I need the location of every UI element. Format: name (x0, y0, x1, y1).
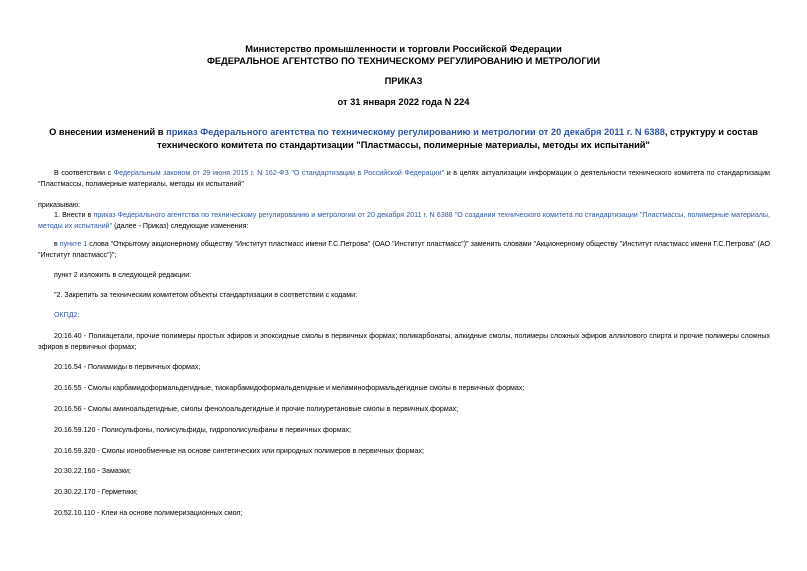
agency-name: ФЕДЕРАЛЬНОЕ АГЕНТСТВО ПО ТЕХНИЧЕСКОМУ РЕГУЛИРОВАНИЮ И МЕТРОЛОГИИ (206, 56, 601, 66)
code-item: 20.16.55 - Смолы карбамидоформальдегидные, тиокарбамидоформальдегидные и меламиноформальдегидные смолы в первичных формах; (54, 384, 525, 392)
preamble-suffix: и в целях актуализации информации о деятельности технического комитета по стандартизации "Пластмассы, полимерные материалы, методы их испытаний" (38, 169, 770, 188)
point-1-prefix: в (54, 240, 60, 248)
code-item: 20.52.10.110 - Клеи на основе полимеризационных смол; (54, 509, 243, 517)
document-title (40, 126, 767, 152)
title-link[interactable]: приказ Федерального агентства по техническому регулированию и метрологии от 20 декабря 2011 г. N 6388 (166, 127, 665, 137)
point-1-link[interactable]: пункте 1 (59, 240, 88, 248)
point-1-suffix: слова "Открытому акционерному обществу "Институт пластмасс имени Г.С.Петрова" (ОАО "Институт пластмасс")" заменить словами "Акционерному обществу "Институт пластмасс имени Г.С.Петрова" (АО "Институт пластмасс")"; (38, 240, 770, 259)
document-date-number: от 31 января 2022 года N 224 (337, 97, 470, 107)
order-6388-link[interactable]: приказ Федерального агентства по техническому регулированию и метрологии от 20 декабря 2011 г. N 6388 "О создании технического комитета по стандартизации "Пластмассы, полимерные материалы, методы их испытаний" (38, 211, 770, 230)
item-1-prefix: 1. Внести в (54, 211, 94, 219)
okpd-label-link[interactable]: ОКПД2: (54, 311, 80, 319)
code-item: 20.16.56 - Смолы аминоальдегидные, смолы фенолоальдегидные и прочие полиуретановые смолы в первичных формах; (54, 405, 459, 413)
code-item: 20.16.54 - Полиамиды в первичных формах; (54, 363, 201, 371)
code-item: 20.30.22.160 - Замазки; (54, 467, 131, 475)
item-1-point-1 (38, 239, 770, 261)
document-type: ПРИКАЗ (384, 76, 423, 86)
code-item: 20.16.59.120 - Полисульфоны, полисульфиды, гидрополисульфаны в первичных формах; (54, 426, 352, 434)
preamble-paragraph (38, 168, 770, 190)
title-suffix: , структуру и состав технического комитета по стандартизации "Пластмассы, полимерные материалы, методы их испытаний" (157, 127, 758, 150)
quote-start: "2. Закрепить за техническим комитетом объекты стандартизации в соответствии с кодами: (54, 291, 358, 299)
order-word: приказываю: (38, 201, 81, 209)
code-item: 20.16.59.320 - Смолы ионообменные на основе синтетических или природных полимеров в первичных формах; (54, 447, 424, 455)
item-1-point-2: пункт 2 изложить в следующей редакции: (54, 271, 192, 279)
title-prefix: О внесении изменений в (49, 127, 167, 137)
code-item: 20.16.40 - Полиацетали, прочие полимеры простых эфиров и эпоксидные смолы в первичных формах; поликарбонаты, алкидные смолы, полимеры сложных эфиров аллилового спирта и прочие полимеры сложных эфиров в первичных формах; (38, 332, 770, 351)
item-1-suffix: (далее - Приказ) следующие изменения: (112, 222, 249, 230)
federal-law-link[interactable]: Федеральным законом от 29 июня 2015 г. N 162-ФЗ "О стандартизации в Российской Федерации" (113, 169, 445, 177)
item-1-paragraph (38, 210, 770, 232)
ministry-name: Министерство промышленности и торговли Российской Федерации (245, 44, 562, 54)
preamble-prefix: В соответствии с (54, 169, 114, 177)
code-item: 20.30.22.170 - Герметики; (54, 488, 138, 496)
